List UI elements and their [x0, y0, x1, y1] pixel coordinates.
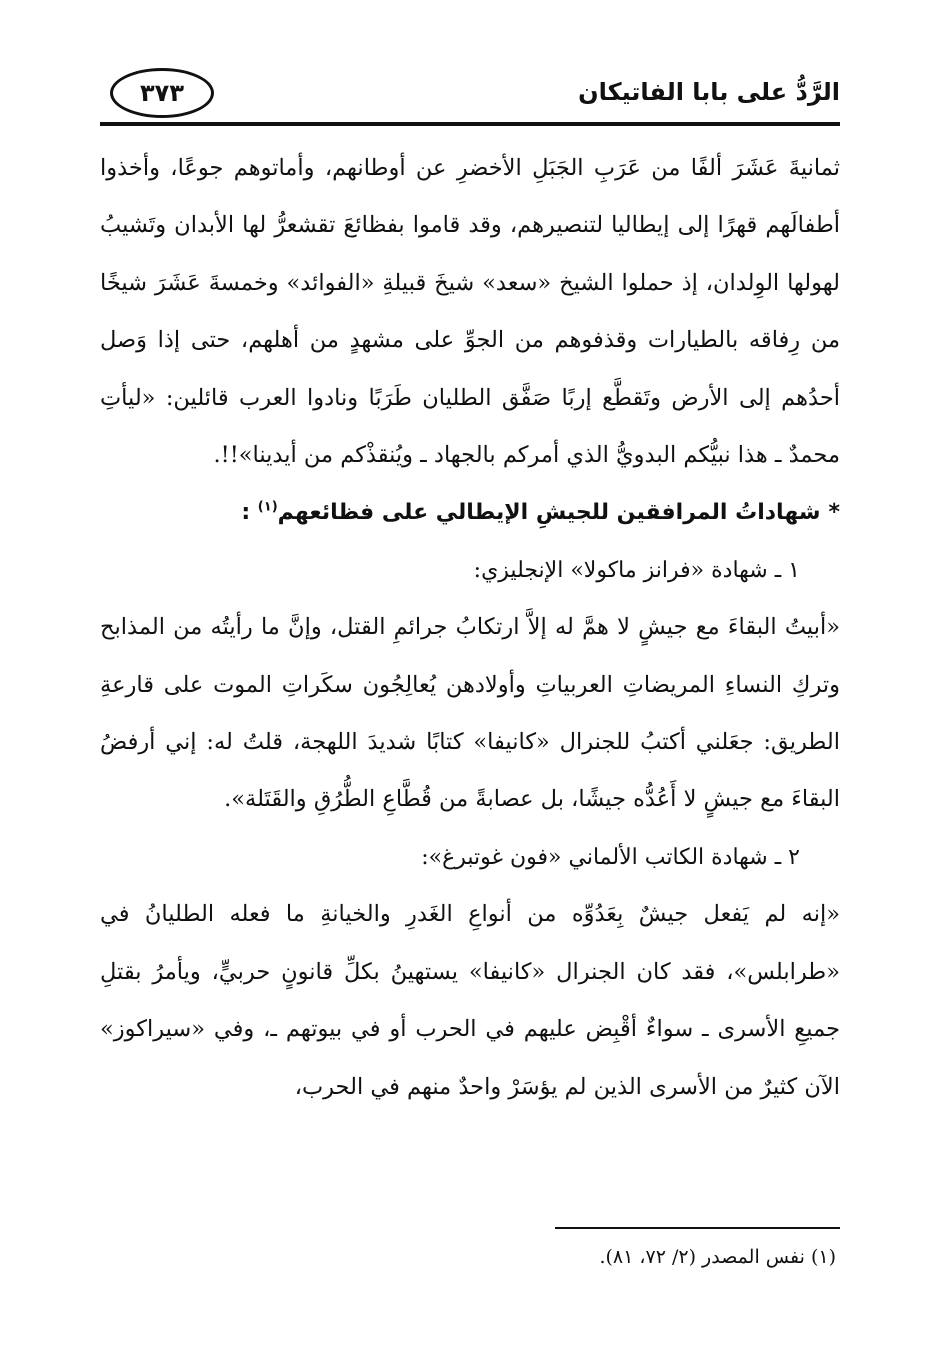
- page-body: [100, 140, 840, 1116]
- subheading-1: ١ ـ شهادة «فرانز ماكولا» الإنجليزي:: [473, 557, 800, 583]
- section-heading: [100, 484, 840, 541]
- footnote-ref: (١): [257, 500, 278, 516]
- star-bullet: *: [828, 500, 840, 526]
- footnote-rule: [555, 1227, 840, 1229]
- heading-colon: :: [241, 500, 258, 526]
- page-number: ٣٧٣: [110, 68, 214, 118]
- paragraph-3: «إنه لم يَفعل جيشٌ بِعَدُوِّه من أنواعِ الغَدرِ والخيانةِ ما فعله الطليانُ في «طرابلس»، فقد كان الجنرال «كانيفا» يستهينُ بكلِّ قانونٍ حربيٍّ، ويأمرُ بقتلِ جميعِ الأسرى ـ سواءٌ أقْبِض عليهم في الحرب أو في بيوتهم ـ، وفي «سيراكوز» الآن كثيرٌ من الأسرى الذين لم يؤسَرْ واحدٌ منهم في الحرب،: [100, 901, 840, 1100]
- subheading-2: ٢ ـ شهادة الكاتب الألماني «فون غوتبرغ»:: [421, 844, 800, 870]
- paragraph-2: «أبيتُ البقاءَ مع جيشٍ لا همَّ له إلاَّ ارتكابُ جرائمِ القتل، وإنَّ ما رأيتُه من المذابح وتركِ النساءِ المريضاتِ العربياتِ وأولادهن يُعالِجُون سكَراتِ الموت على قارعةِ الطريق: جعَلني أكتبُ للجنرال «كانيفا» كتابًا شديدَ اللهجة، قلتُ له: إني أرفضُ البقاءَ مع جيشٍ لا أَعُدُّه جيشًا، بل عصابةً من قُطَّاعِ الطُّرُقِ والقَتَلة».: [100, 614, 840, 813]
- running-title: الرَّدُّ على بابا الفاتيكان: [578, 78, 840, 106]
- page-header: [100, 62, 840, 126]
- section-heading-text: شهاداتُ المرافقين للجيشِ الإيطالي على فظائعهم: [277, 500, 821, 526]
- header-rule: [100, 122, 840, 126]
- paragraph-1: ثمانيةَ عَشَرَ ألفًا من عَرَبِ الجَبَلِ الأخضرِ عن أوطانهم، وأماتوهم جوعًا، وأخذوا أطفالَهم قهرًا إلى إيطاليا لتنصيرهم، وقد قاموا بفظائعَ تقشعرُّ لها الأبدان وتَشيبُ لهولها الوِلدان، إذ حملوا الشيخ «سعد» شيخَ قبيلةِ «الفوائد» وخمسةَ عَشَرَ شيخًا من رِفاقه بالطيارات وقذفوهم من الجوِّ على مشهدٍ من أهلهم، حتى إذا وَصل أحدُهم إلى الأرض وتَقطَّع إربًا صَفَّق الطليان طَرَبًا ونادوا العرب قائلين: «ليأتِ محمدٌ ـ هذا نبيُّكم البدويُّ الذي أمركم بالجهاد ـ ويُنقذْكم من أيدينا»!!.: [100, 155, 840, 469]
- footnote: (١) نفس المصدر (٢/ ٧٢، ٨١).: [599, 1246, 836, 1268]
